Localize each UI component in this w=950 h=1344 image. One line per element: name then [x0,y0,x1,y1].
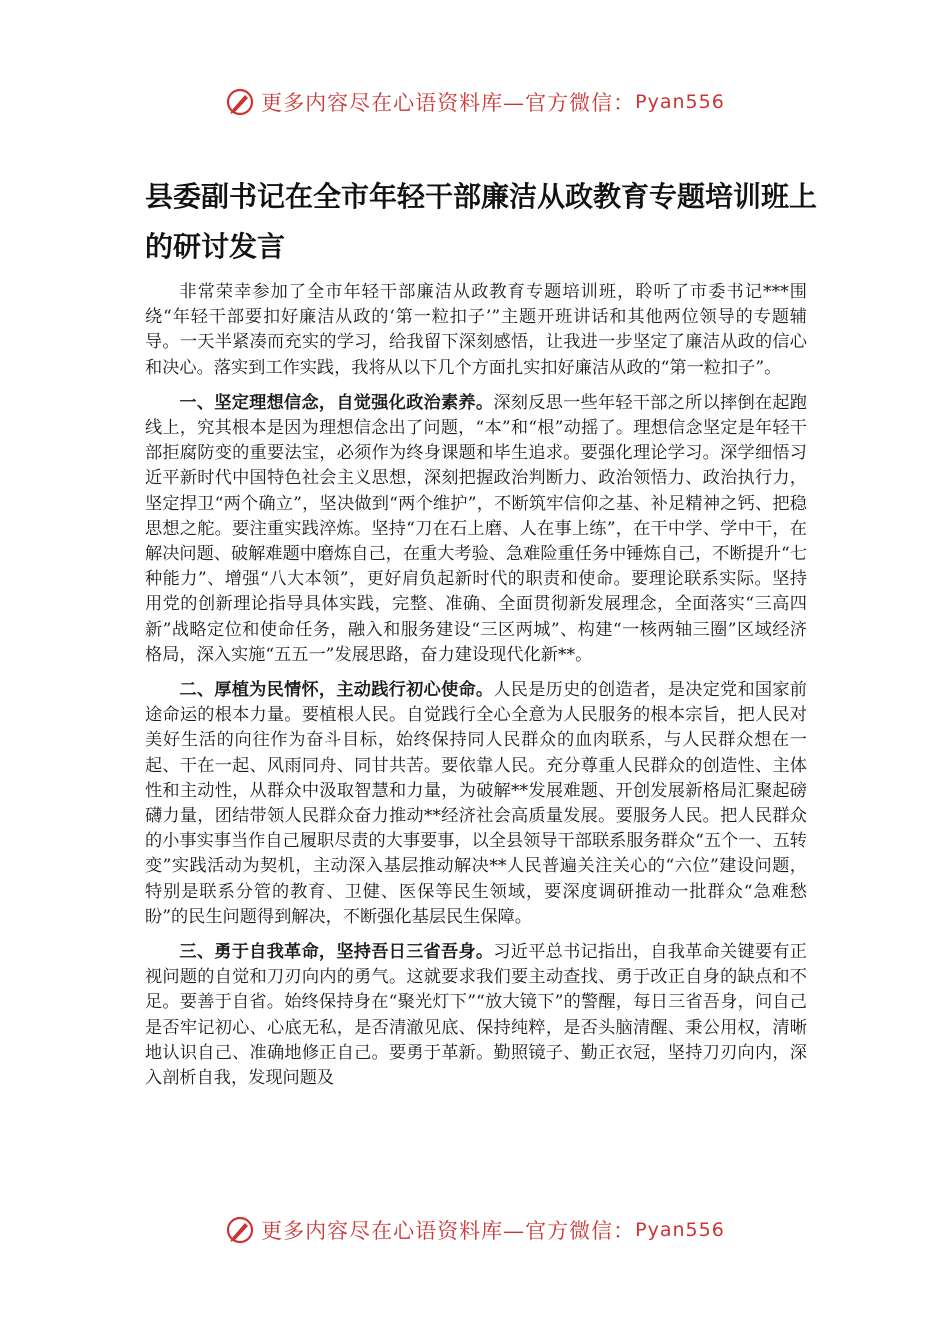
banner-text: 更多内容尽在心语资料库—官方微信： [261,1219,636,1243]
section-paragraph-2 [145,678,807,930]
banner-wechat-id: Pyan556 [635,91,725,113]
banner-text: 更多内容尽在心语资料库—官方微信： [261,91,636,115]
section-paragraph-3 [145,940,807,1091]
document-title: 县委副书记在全市年轻干部廉洁从政教育专题培训班上的研讨发言 [145,180,818,263]
header-banner [0,82,950,122]
pen-logo-icon [225,87,255,117]
section-body-3: 习近平总书记指出，自我革命关键要有正视问题的自觉和刀刃向内的勇气。这就要求我们要主动查找、勇于改正自身的缺点和不足。要善于自省。始终保持身在“聚光灯下”“放大镜下”的警醒，每日三省吾身，问自己是否牢记初心、心底无私，是否清澈见底、保持纯粹，是否头脑清醒、秉公用权，清晰地认识自己、准确地修正自己。要勇于革新。勤照镜子、勤正衣冠，坚持刀刃向内，深入剖析自我，发现问题及 [145,942,807,1089]
intro-paragraph: 非常荣幸参加了全市年轻干部廉洁从政教育专题培训班，聆听了市委书记***围绕“年轻干部要扣好廉洁从政的‘第一粒扣子’”主题开班讲话和其他两位领导的专题辅导。一天半紧凑而充实的学习，给我留下深刻感悟，让我进一步坚定了廉洁从政的信心和决心。落实到工作实践，我将从以下几个方面扎实扣好廉洁从政的“第一粒扣子”。 [145,282,807,378]
document-body [145,280,807,1101]
pen-logo-icon [225,1215,255,1245]
section-body-2: 人民是历史的创造者，是决定党和国家前途命运的根本力量。要植根人民。自觉践行全心全意为人民服务的根本宗旨，把人民对美好生活的向往作为奋斗目标，始终保持同人民群众的血肉联系，与人民群众想在一起、干在一起、风雨同舟、同甘共苦。要依靠人民。充分尊重人民群众的创造性、主体性和主动性，从群众中汲取智慧和力量，为破解**发展难题、开创发展新格局汇聚起磅礴力量，团结带领人民群众奋力推动**经济社会高质量发展。要服务人民。把人民群众的小事实事当作自己履职尽责的大事要事，以全县领导干部联系服务群众“五个一、五转变”实践活动为契机，主动深入基层推动解决**人民普遍关注关心的“六位”建设问题，特别是联系分管的教育、卫健、医保等民生领域，要深度调研推动一批群众“急难愁盼”的民生问题得到解决，不断强化基层民生保障。 [145,680,807,927]
section-heading-1: 一、坚定理想信念，自觉强化政治素养。 [179,392,494,413]
section-paragraph-1 [145,391,807,668]
section-heading-3: 三、勇于自我革命，坚持吾日三省吾身。 [179,942,494,963]
banner-wechat-id: Pyan556 [635,1219,725,1241]
footer-banner [0,1210,950,1250]
section-body-1: 深刻反思一些年轻干部之所以摔倒在起跑线上，究其根本是因为理想信念出了问题，“本”和“根”动摇了。理想信念坚定是年轻干部拒腐防变的重要法宝，必须作为终身课题和毕生追求。要强化理论学习。深学细悟习近平新时代中国特色社会主义思想，深刻把握政治判断力、政治领悟力、政治执行力，坚定捍卫“两个确立”，坚决做到“两个维护”，不断筑牢信仰之基、补足精神之钙、把稳思想之舵。要注重实践淬炼。坚持“刀在石上磨、人在事上练”，在干中学、学中干，在解决问题、破解难题中磨炼自己，在重大考验、急难险重任务中锤炼自己，不断提升“七种能力”、增强“八大本领”，更好肩负起新时代的职责和使命。要理论联系实际。坚持用党的创新理论指导具体实践，完整、准确、全面贯彻新发展理念，全面落实“三高四新”战略定位和使命任务，融入和服务建设“三区两城”、构建“一核两轴三圈”区域经济格局，深入实施“五五一”发展思路，奋力建设现代化新**。 [145,392,807,665]
section-heading-2: 二、厚植为民情怀，主动践行初心使命。 [179,680,494,701]
